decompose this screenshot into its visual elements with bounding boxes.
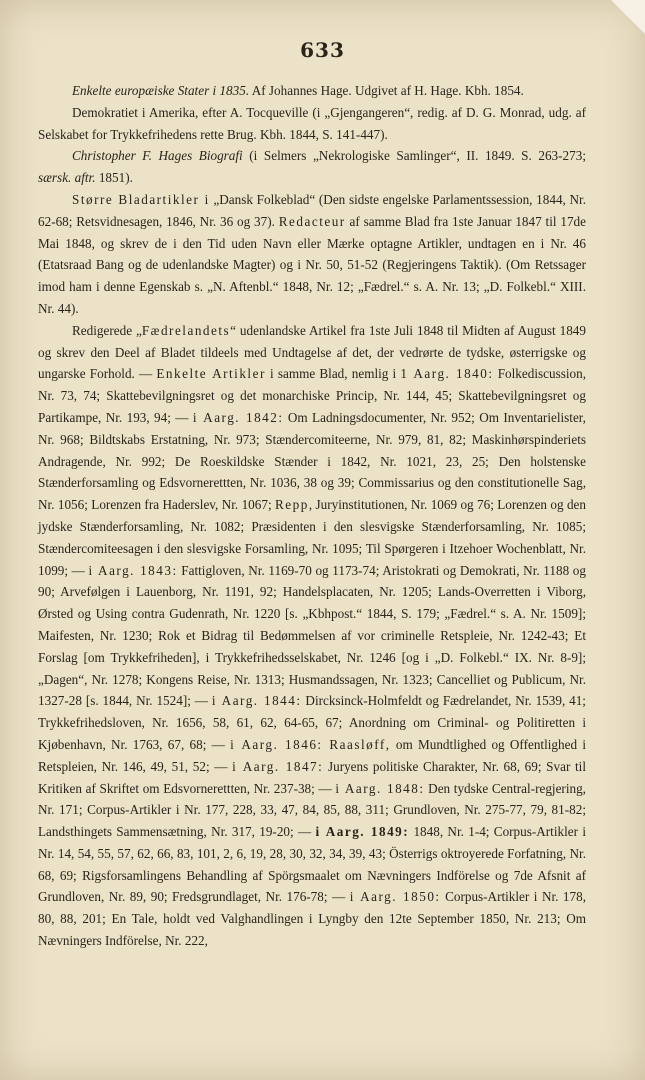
year-heading: 1 Aarg. 1840:	[400, 366, 494, 382]
entry-text: Fattigloven, Nr. 1169-70 og 1173-74; Aristokrati og Demokrati, Nr. 1188 og 90; Arvefølgen i Lauenborg, Nr. 1191, 92; Handelsplacaten, Nr. 1205; Lands-Overretten i Viborg, Ørsted og Using contra Gudenrath, Nr. 1220 [s. „Kbhpost.“ 1844, S. 179; „Fædrel.“ s. A. Nr. 1509]; Maifesten, Nr. 1230; Rok et Bidrag til Bedømmelsen af vor criminelle Retspleie, Nr. 1242-43; Et Forslag [om Trykkefriheden], i Trykkefrihedsselskabet, Nr. 1246 [og i „D. Folkebl.“ IX. Nr. 8-9]; „Dagen“, Nr. 1278; Kongens Reise, Nr. 1313; Husmandssagen, Nr. 1323; Cancelliet og Publicum, Nr. 1327-28 [s. 1844, Nr. 1524]; —	[38, 562, 586, 709]
entry-text: (i Selmers „Nekrologiske Samlinger“, II. 1849. S. 263-273;	[242, 148, 586, 164]
spaced-name: Repp	[275, 497, 309, 513]
spaced-name: Raasløff,	[322, 736, 391, 752]
entry-demokratiet	[38, 102, 586, 146]
entry-text: Om Ladningsdocumenter, Nr. 952; Om Inventarielister, Nr. 968; Bildtskabs Erstatning, Nr. 973; Stændercomiteerne, Nr. 979, 81, 82; Maskinhørspinderiets Andragende, Nr. 992; De Roeskildske Stænder i 1842, Nr. 1021, 23, 25; Den holstenske Stænderforsamling og Edsvornerettten, Nr. 1036, 38 og 39; Commissarius og den constitutionelle Sag, Nr. 1056; Lorenzen fra Haderslev, Nr. 1067;	[38, 409, 586, 513]
entry-text: 1848, Nr. 1-4; Corpus-Artikler i Nr. 14, 54, 55, 57, 62, 66, 83, 101, 2, 6, 19, 28, 30, 32, 34, 39, 43; Österrigs oktroyerede Forfatning, Nr. 68, 69; Rigsforsamlingens Behandling af Spörgsmaalet om Nævningers Indförelse og 7de Afsnit af Grundloven, Nr. 89, 90; Fredsgrundlaget, Nr. 176-78; —	[38, 824, 586, 905]
entry-text: i samme Blad, nemlig i	[265, 366, 401, 382]
year-heading: i Aarg. 1846:	[230, 736, 323, 752]
entry-text: „Dansk Folkeblad“ (Den sidste engelske Parlamentssession, 1844, Nr. 62-68; Retsvidnesagen, 1846, Nr. 36 og 37).	[38, 191, 586, 229]
year-heading: i Aarg. 1848:	[335, 780, 425, 796]
page-corner-curl	[611, 0, 645, 34]
section-lead: Redacteur	[278, 213, 346, 229]
page-body	[38, 80, 586, 952]
section-lead: Større Bladartikler i	[72, 191, 210, 207]
entry-italic: særsk. aftr.	[38, 170, 96, 186]
entry-bladartikler	[38, 189, 586, 320]
entry-text: af samme Blad fra 1ste Januar 1847 til 17de Mai 1848, og skrev de i den Tid uden Navn eller Mærke optagne Artikler, undtagen en i Nr. 46 (Etatsraad Bang og de udenlandske Magter) og i Nr. 50, 51-52 (Regjeringens Taktik). (Om Retssager imod ham i denne Egenskab s. „N. Aftenbl.“ 1848, Nr. 12; „Fædrel.“ s. A. Nr. 13; „D. Folkebl.“ XIII. Nr. 44).	[38, 213, 587, 316]
year-heading: i Aarg. 1850:	[349, 889, 441, 905]
entry-text: “ udenlandske Artikel fra 1ste Juli 1848 til Midten af August 1849 og skrev den Deel af Bladet tildeels med Undtagelse af det, der vedrørte de tydske, østerrigske og ungarske Forhold. —	[38, 322, 586, 382]
work-title: Christopher F. Hages Biografi	[72, 148, 243, 164]
work-title: Enkelte europæiske Stater i 1835.	[72, 83, 250, 98]
entry-text: Redigerede „	[72, 322, 142, 338]
entry-text: Af Johannes Hage. Udgivet af H. Hage. Kbh. 1854.	[249, 83, 524, 98]
year-heading: i Aarg. 1842:	[192, 409, 284, 425]
entry-enkelte-stater	[38, 80, 586, 102]
entry-biografi	[38, 145, 586, 189]
year-heading: i Aarg. 1849:	[315, 824, 410, 840]
year-heading: i Aarg. 1847:	[232, 758, 324, 774]
entry-text: Juryens politiske Charakter, Nr. 68, 69; Svar til Kritiken af Skriftet om Edsvornerettten, Nr. 237-38; —	[38, 758, 586, 796]
entry-text: Dircksinck-Holmfeldt og Fædrelandet, Nr. 1539, 41; Trykkefrihedsloven, Nr. 1656, 58, 61, 62, 64-65, 67; Anordning om Criminal- og Politiretten i Kjøbenhavn, Nr. 1763, 67, 68; —	[38, 693, 586, 752]
entry-text: , Juryinstitutionen, Nr. 1069 og 76; Lorenzen og den jydske Stænderforsamling, Nr. 1082; Præsidenten i den slesvigske Stænderforsamling, Nr. 1085; Stændercomiteesagen i den slesvigske Forsamling, Nr. 1095; Til Spørgeren i Itzehoer Wochenblatt, Nr. 1099; —	[38, 497, 586, 578]
entry-text: Corpus-Artikler i Nr. 178, 80, 88, 201; En Tale, holdt ved Valghandlingen i Lyngby den 12te September 1850, Nr. 213; Om Nævningers Indförelse, Nr. 222,	[38, 889, 586, 949]
entry-text: Folkediscussion, Nr. 73, 74; Skattebevilgningsret og det monarchiske Princip, Nr. 144, 45; Skattebevilgningsret og Partikampe, Nr. 193, 94; —	[38, 366, 587, 425]
entry-text: 1851).	[95, 170, 133, 186]
year-heading: i Aarg. 1843:	[88, 562, 178, 578]
entry-text: om Mundtlighed og Offentlighed i Retspleien, Nr. 146, 49, 51, 52; —	[38, 736, 586, 774]
entry-text: Demokratiet i Amerika, efter A. Tocqueville (i „Gjengangeren“, redig. af D. G. Monrad, udg. af Selskabet for Trykkefrihedens rette Brug. Kbh. 1844, S. 141-447).	[38, 104, 586, 142]
entry-faedrelandet	[38, 320, 586, 952]
section-lead: Enkelte Artikler	[156, 366, 266, 382]
entry-text: Den tydske Central-regjering, Nr. 171; Corpus-Artikler i Nr. 177, 228, 33, 47, 84, 85, 88, 311; Grundloven, Nr. 275-77, 79, 81-82; Landsthingets Sammensætning, Nr. 317, 19-20; —	[38, 780, 586, 840]
page-number: 633	[300, 38, 345, 62]
section-lead: Fædrelandets	[141, 322, 231, 338]
year-heading: i Aarg. 1844:	[211, 693, 302, 709]
